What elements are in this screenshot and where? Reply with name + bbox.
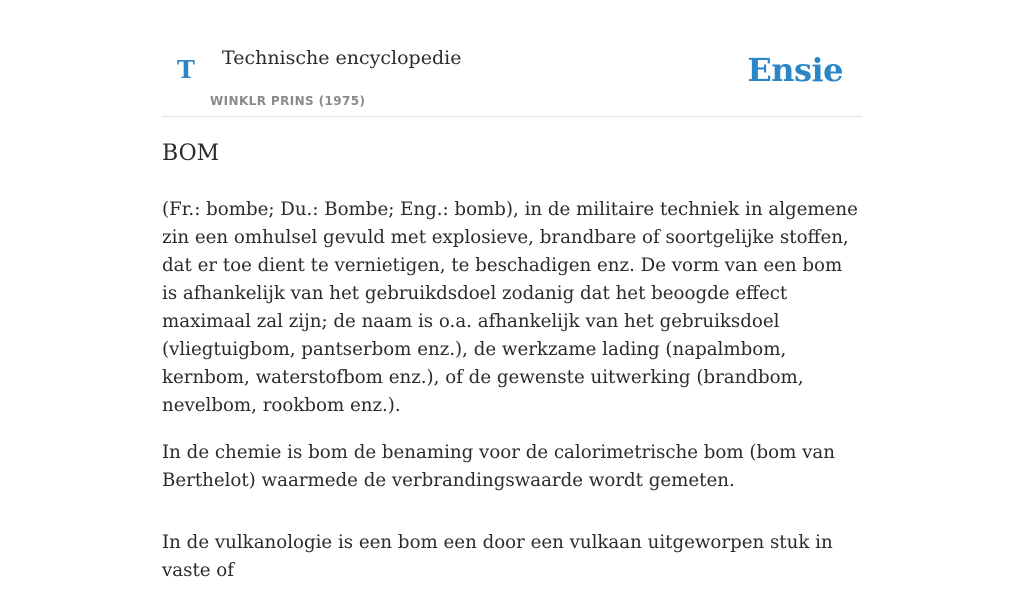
site-header	[162, 38, 862, 117]
entry-title: BOM	[162, 141, 220, 166]
entry-paragraph: In de chemie is bom de benaming voor de calorimetrische bom (bom van Berthelot) waarmede de verbrandingswaarde wordt gemeten.	[162, 442, 835, 491]
brand-logo[interactable]: Ensie	[747, 51, 843, 89]
entry-paragraph: (Fr.: bombe; Du.: Bombe; Eng.: bomb), in de militaire techniek in algemene zin een omhulsel gevuld met explosieve, brandbare of soortgelijke stoffen, dat er toe dient te vernietigen, te beschadigen enz. De vorm van een bom is afhankelijk van het gebruikdsdoel zodanig dat het beoogde effect maximaal zal zijn; de naam is o.a. afhankelijk van het gebruiksdoel (vliegtuigbom, pantserbom enz.), de werkzame lading (napalmbom, kernbom, waterstofbom enz.), of de gewenste uitwerking (brandbom, nevelbom, rookbom enz.).	[162, 199, 858, 416]
category-logo-icon[interactable]: T	[177, 55, 195, 84]
source-label: WINKLR PRINS (1975)	[210, 94, 366, 108]
entry-paragraph: In de vulkanologie is een bom een door een vulkaan uitgeworpen stuk in vaste of	[162, 532, 833, 581]
entry-content	[162, 138, 862, 604]
site-title[interactable]: Technische encyclopedie	[222, 47, 462, 69]
